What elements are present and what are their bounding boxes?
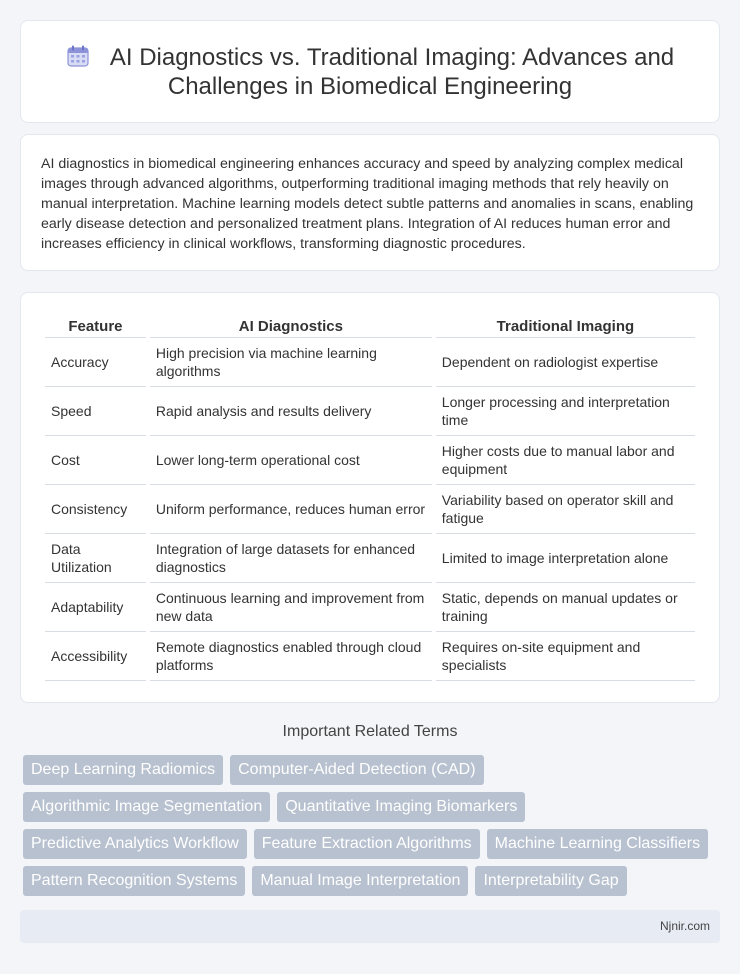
table-row — [45, 387, 695, 436]
related-term-tag[interactable]: Algorithmic Image Segmentation — [23, 792, 270, 822]
header-ai-diagnostics: AI Diagnostics — [150, 315, 432, 338]
tag-row — [23, 829, 715, 859]
cell-traditional: Variability based on operator skill and fatigue — [436, 485, 695, 534]
cell-feature: Accessibility — [45, 632, 146, 681]
footer — [20, 910, 720, 943]
related-term-tag[interactable]: Deep Learning Radiomics — [23, 755, 223, 785]
footer-site-name[interactable]: Njnir.com — [659, 919, 710, 933]
cell-traditional: Requires on-site equipment and specialists — [436, 632, 695, 681]
cell-traditional: Limited to image interpretation alone — [436, 534, 695, 583]
cell-traditional: Higher costs due to manual labor and equipment — [436, 436, 695, 485]
table-row — [45, 583, 695, 632]
cell-feature: Speed — [45, 387, 146, 436]
related-term-tag[interactable]: Machine Learning Classifiers — [487, 829, 708, 859]
calendar-icon — [66, 44, 90, 68]
table-row — [45, 534, 695, 583]
intro-card — [20, 134, 720, 271]
cell-feature: Consistency — [45, 485, 146, 534]
comparison-table — [41, 315, 699, 681]
cell-traditional: Static, depends on manual updates or training — [436, 583, 695, 632]
cell-ai: High precision via machine learning algorithms — [150, 338, 432, 387]
cell-feature: Accuracy — [45, 338, 146, 387]
cell-ai: Rapid analysis and results delivery — [150, 387, 432, 436]
table-row — [45, 436, 695, 485]
cell-traditional: Dependent on radiologist expertise — [436, 338, 695, 387]
table-row — [45, 338, 695, 387]
page-title — [21, 43, 719, 101]
related-term-tag[interactable]: Interpretability Gap — [475, 866, 626, 896]
comparison-table-card — [20, 292, 720, 703]
cell-traditional: Longer processing and interpretation time — [436, 387, 695, 436]
related-terms-heading: Important Related Terms — [282, 723, 458, 740]
title-line-1: AI Diagnostics vs. Traditional Imaging: Advances and — [109, 44, 675, 71]
cell-ai: Remote diagnostics enabled through cloud platforms — [150, 632, 432, 681]
table-header-row — [45, 315, 695, 338]
table-row — [45, 632, 695, 681]
tag-row — [23, 755, 491, 785]
cell-ai: Continuous learning and improvement from new data — [150, 583, 432, 632]
related-term-tag[interactable]: Computer-Aided Detection (CAD) — [230, 755, 483, 785]
title-line-2: Challenges in Biomedical Engineering — [167, 73, 573, 100]
cell-ai: Uniform performance, reduces human error — [150, 485, 432, 534]
table-row — [45, 485, 695, 534]
related-term-tag[interactable]: Predictive Analytics Workflow — [23, 829, 247, 859]
tag-row — [23, 792, 532, 822]
cell-ai: Integration of large datasets for enhanced diagnostics — [150, 534, 432, 583]
related-term-tag[interactable]: Feature Extraction Algorithms — [254, 829, 480, 859]
related-term-tag[interactable]: Pattern Recognition Systems — [23, 866, 245, 896]
header-traditional-imaging: Traditional Imaging — [436, 315, 695, 338]
cell-feature: Cost — [45, 436, 146, 485]
header-card — [20, 20, 720, 123]
tag-row — [23, 866, 634, 896]
header-feature: Feature — [45, 315, 146, 338]
intro-paragraph: AI diagnostics in biomedical engineering enhances accuracy and speed by analyzing complex medical images through advanced algorithms, outperforming traditional imaging methods that rely heavily on manual interpretation. Machine learning models detect subtle patterns and anomalies in scans, enabling early disease detection and personalized treatment plans. Integration of AI reduces human error and increases efficiency in clinical workflows, transforming diagnostic procedures. — [41, 156, 694, 252]
cell-ai: Lower long-term operational cost — [150, 436, 432, 485]
related-term-tag[interactable]: Manual Image Interpretation — [252, 866, 468, 896]
related-term-tag[interactable]: Quantitative Imaging Biomarkers — [277, 792, 525, 822]
cell-feature: Adaptability — [45, 583, 146, 632]
cell-feature: Data Utilization — [45, 534, 146, 583]
